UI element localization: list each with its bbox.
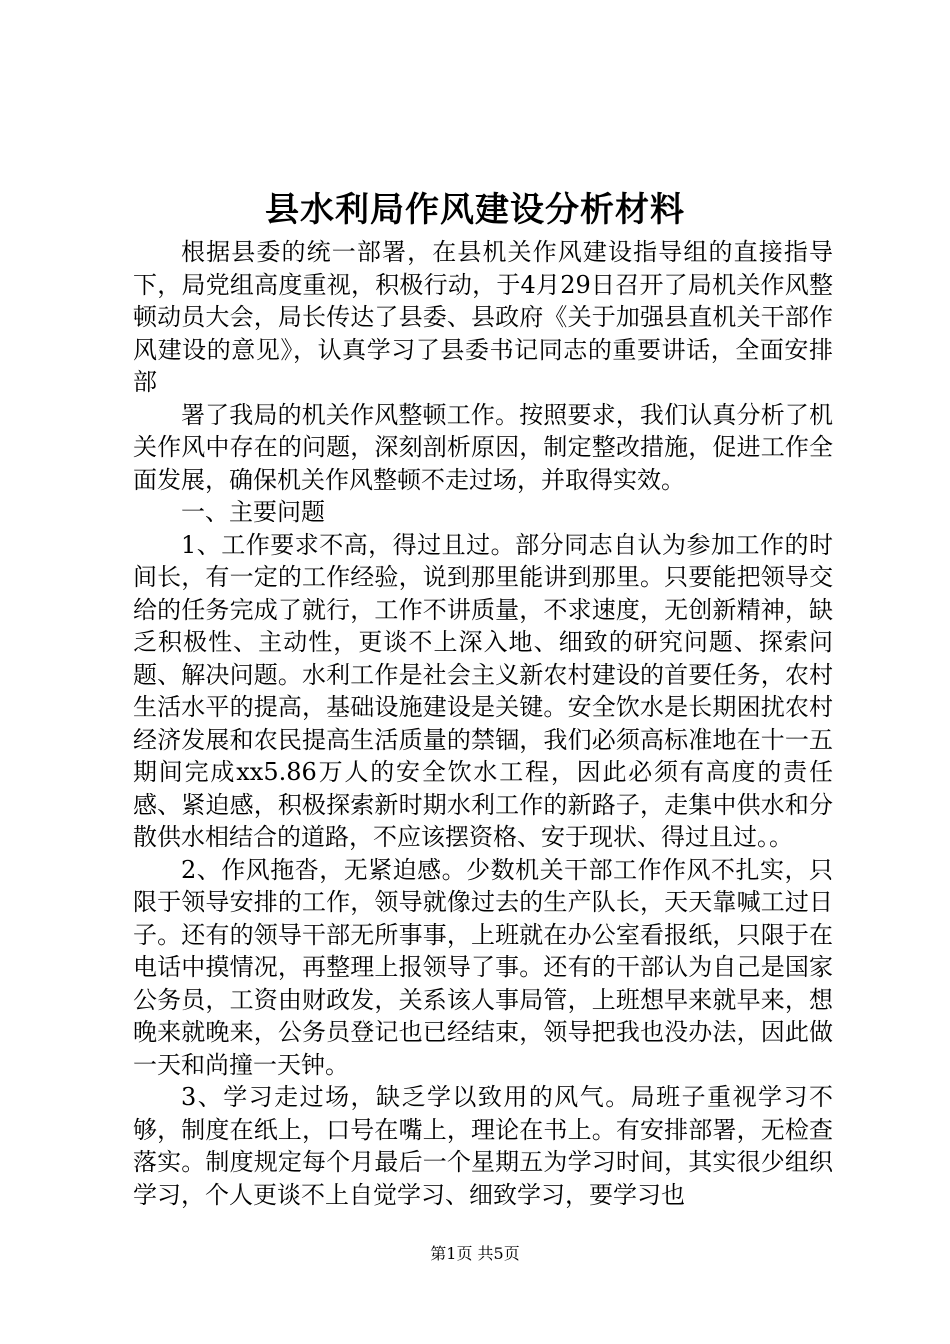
page-number-footer: 第1页 共5页 (430, 1244, 520, 1263)
paragraph-intro-continued: 署了我局的机关作风整顿工作。按照要求，我们认真分析了机关作风中存在的问题，深刻剖析原因，制定整改措施，促进工作全面发展，确保机关作风整顿不走过场，并取得实效。 (133, 400, 833, 494)
paragraph-problem-1: 1、工作要求不高，得过且过。部分同志自认为参加工作的时间长，有一定的工作经验，说到那里能讲到那里。只要能把领导交给的任务完成了就行，工作不讲质量，不求速度，无创新精神，缺乏积极性、主动性，更谈不上深入地、细致的研究问题、探索问题、解决问题。水利工作是社会主义新农村建设的首要任务，农村生活水平的提高，基础设施建设是关键。安全饮水是长期困扰农村经济发展和农民提高生活质量的禁锢，我们必须高标准地在十一五期间完成xx5.86万人的安全饮水工程，因此必须有高度的责任感、紧迫感，积极探索新时期水利工作的新路子，走集中供水和分散供水相结合的道路，不应该摆资格、安于现状、得过且过。。 (133, 530, 833, 851)
document-body (133, 236, 833, 1211)
paragraph-intro: 根据县委的统一部署，在县机关作风建设指导组的直接指导下，局党组高度重视，积极行动，于4月29日召开了局机关作风整顿动员大会，局长传达了县委、县政府《关于加强县直机关干部作风建设的意见》，认真学习了县委书记同志的重要讲话，全面安排部 (133, 238, 833, 396)
paragraph-problem-2: 2、作风拖沓，无紧迫感。少数机关干部工作作风不扎实，只限于领导安排的工作，领导就像过去的生产队长，天天靠喊工过日子。还有的领导干部无所事事，上班就在办公室看报纸，只限于在电话中摸情况，再整理上报领导了事。还有的干部认为自己是国家公务员，工资由财政发，关系该人事局管，上班想早来就早来，想晚来就晚来，公务员登记也已经结束，领导把我也没办法，因此做一天和尚撞一天钟。 (133, 855, 833, 1079)
document-title: 县水利局作风建设分析材料 (265, 190, 685, 230)
section-heading-main-problems: 一、主要问题 (181, 498, 325, 526)
paragraph-problem-3: 3、学习走过场，缺乏学以致用的风气。局班子重视学习不够，制度在纸上，口号在嘴上，理论在书上。有安排部署，无检查落实。制度规定每个月最后一个星期五为学习时间，其实很少组织学习，个人更谈不上自觉学习、细致学习，要学习也 (133, 1083, 833, 1209)
